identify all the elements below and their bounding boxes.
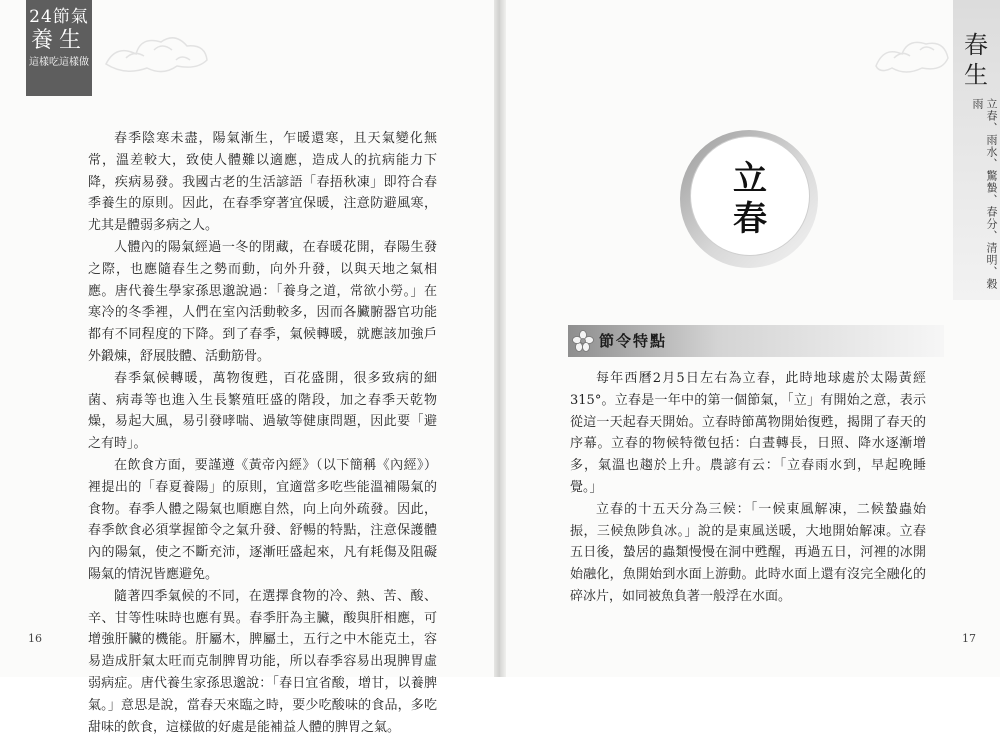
left-body-text bbox=[88, 128, 437, 738]
page-number-right: 17 bbox=[962, 632, 976, 645]
badge-line-3: 這樣吃這樣做 bbox=[29, 57, 89, 68]
badge-line-2: 養生 bbox=[30, 28, 87, 53]
solar-term-seal bbox=[680, 130, 818, 268]
badge-line-1: 24節氣 bbox=[29, 7, 89, 27]
paragraph: 春季陰寒未盡，陽氣漸生，乍暖還寒，且天氣變化無常，溫差較大，致使人體難以適應，造成人的抗病能力下降，疾病易發。我國古老的生活諺語「春捂秋凍」即符合春季養生的原則。因此，在春季穿著宜保暖，注意防避風寒，尤其是體弱多病之人。 bbox=[88, 131, 437, 234]
seal-title-text: 立春 bbox=[733, 159, 767, 239]
paragraph: 隨著四季氣候的不同，在選擇食物的冷、熱、苦、酸、辛、甘等性味時也應有異。春季肝為主臟，酸與肝相應，可增強肝臟的機能。肝屬木，脾屬土，五行之中木能克土，容易造成肝氣太旺而克制脾胃功能，所以春季容易出現脾胃虛弱病症。唐代養生家孫思邈說：「春日宜省酸，增甘，以養脾氣。」意思是說，當春天來臨之時，要少吃酸味的食品，多吃甜味的飲食，這樣做的好處是能補益人體的脾胃之氣。 bbox=[88, 588, 437, 735]
book-gutter bbox=[494, 0, 506, 677]
seal-title bbox=[691, 159, 809, 239]
chapter-title-text: 春生 bbox=[964, 31, 988, 89]
page-number-left: 16 bbox=[28, 632, 42, 645]
paragraph: 每年西曆2月5日左右為立春，此時地球處於太陽黃經315°。立春是一年中的第一個節氣，「立」有開始之意，表示從這一天起春天開始。立春時節萬物開始復甦，揭開了春天的序幕。立春的物候特徵包括：白晝轉長，日照、降水逐漸增多，氣溫也趨於上升。農諺有云：「立春雨水到，早起晚睡覺。」 bbox=[570, 371, 926, 495]
book-title-badge bbox=[26, 0, 92, 96]
paragraph: 人體內的陽氣經過一冬的閉藏，在春暖花開，春陽生發之際，也應隨春生之勢而動，向外升發，以與天地之氣相應。唐代養生學家孫思邈說過：「養身之道，常欲小勞。」在寒冷的冬季裡，人們在室內活動較多，因而各臟腑器官功能都有不同程度的下降。到了春季，氣候轉暖，就應該加強戶外鍛煉，舒展肢體、活動筋骨。 bbox=[88, 239, 437, 364]
paragraph: 立春的十五天分為三候：「一候東風解凍，二候蟄蟲始振，三候魚陟負冰。」說的是東風送暖，大地開始解凍。立春五日後，蟄居的蟲類慢慢在洞中甦醒，再過五日，河裡的冰開始融化，魚開始到水面上游動。此時水面上還有沒完全融化的碎冰片，如同被魚負著一般浮在水面。 bbox=[570, 501, 926, 604]
paragraph: 春季氣候轉暖，萬物復甦，百花盛開，很多致病的細菌、病毒等也進入生長繁殖旺盛的階段，加之春季天乾物燥，易起大風，易引發哮喘、過敏等健康問題，因此要「避之有時」。 bbox=[88, 370, 437, 452]
section-heading: 節令特點 bbox=[599, 332, 668, 350]
paragraph: 在飲食方面，要謹遵《黃帝內經》（以下簡稱《內經》）裡提出的「春夏養陽」的原則，宜適當多吃些能溫補陽氣的食物。春季人體之陽氣也順應自然，向上向外疏發。因此，春季飲食必須掌握節令之氣升發、舒暢的特點，注意保護體內的陽氣，使之不斷充沛，逐漸旺盛起來，凡有耗傷及阻礙陽氣的情況皆應避免。 bbox=[88, 457, 437, 582]
chapter-subtitle: 立春、雨水、驚蟄、春分、清明、穀雨 bbox=[971, 98, 998, 290]
right-body-text bbox=[570, 368, 926, 608]
seal-inner-circle bbox=[690, 136, 810, 256]
cloud-ornament-icon bbox=[868, 18, 958, 88]
flower-icon bbox=[572, 330, 594, 352]
cloud-ornament-icon bbox=[96, 14, 216, 84]
chapter-title bbox=[954, 30, 998, 90]
